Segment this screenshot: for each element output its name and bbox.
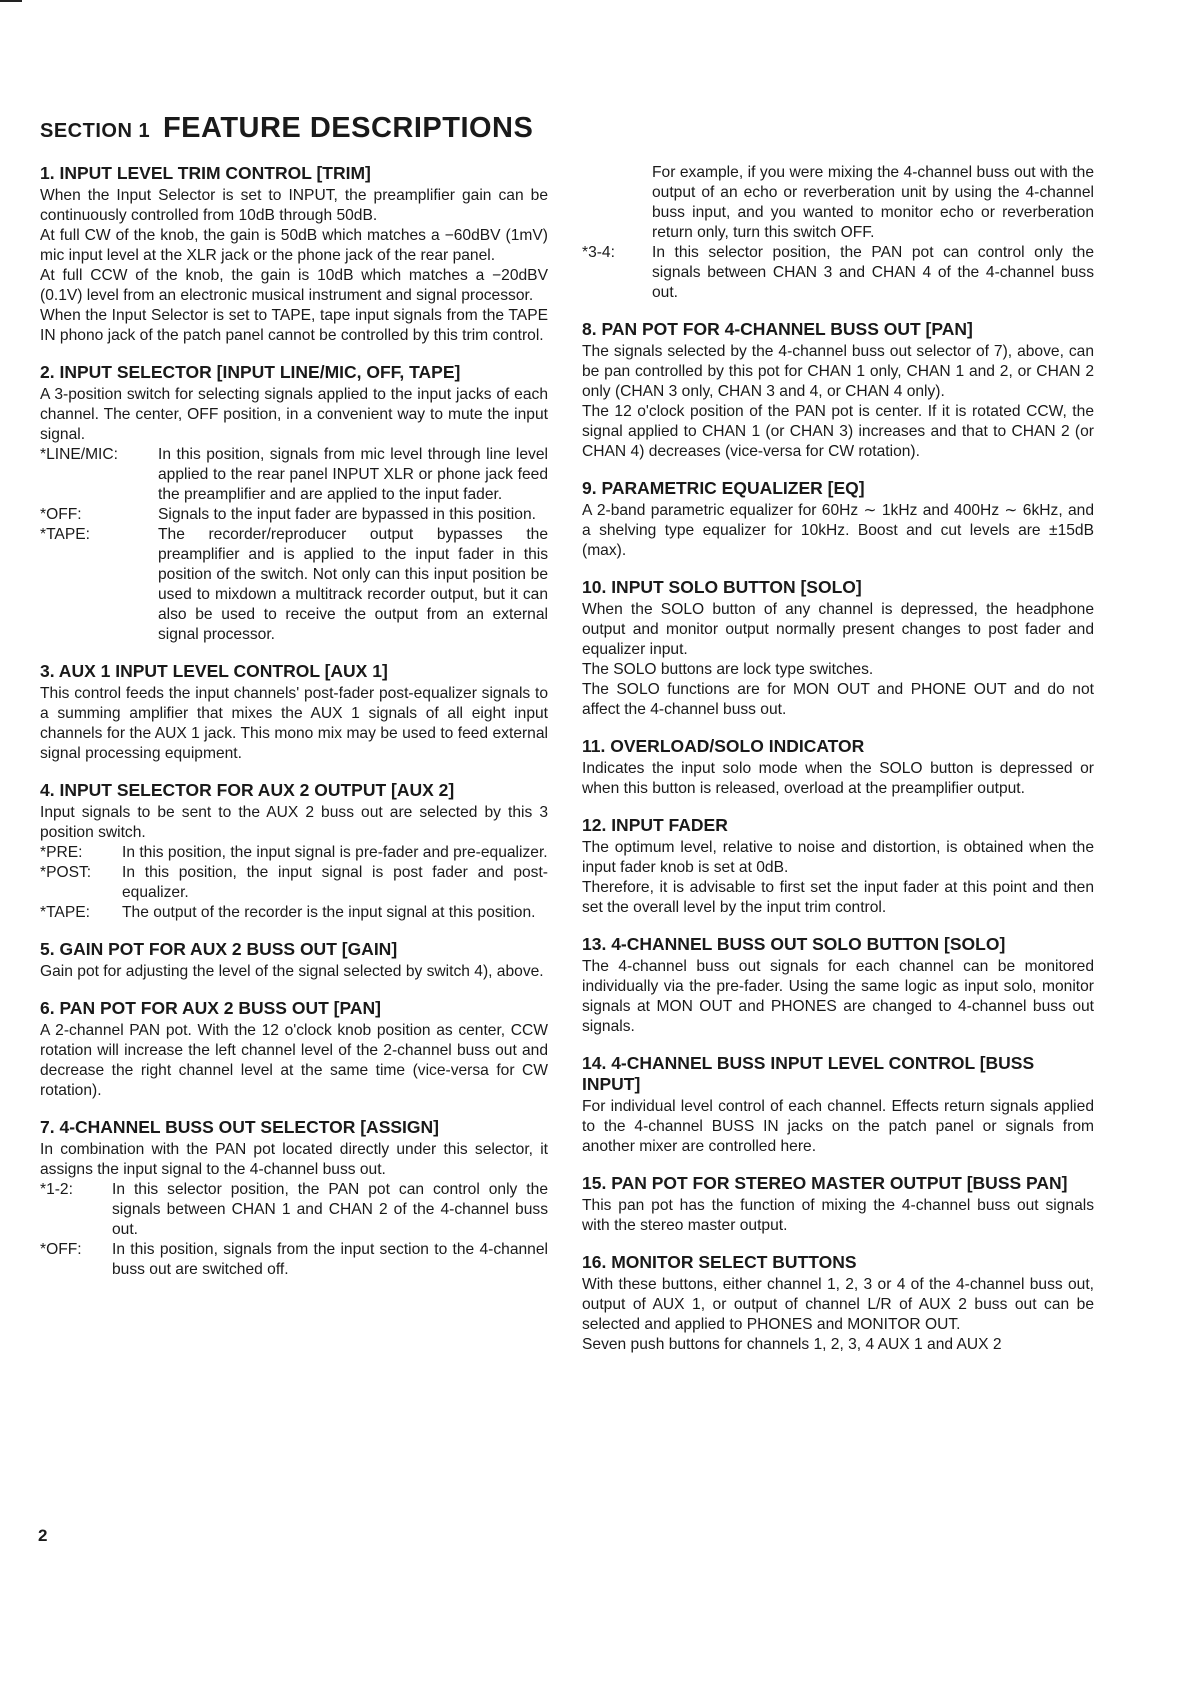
section-heading: 12. INPUT FADER — [582, 815, 728, 835]
paragraph: The SOLO buttons are lock type switches. — [582, 661, 874, 678]
section-label: SECTION 1 — [40, 120, 151, 142]
section-aux2-pan-pot — [40, 998, 548, 1101]
section-input-fader — [582, 815, 1094, 918]
section-buss-input-level — [582, 1053, 1094, 1157]
paragraph: For example, if you were mixing the 4-channel buss out with the output of an echo or reverberation unit by using the 4-channel buss input, and you wanted to monitor echo or reverberation return only, turn this switch OFF. — [652, 164, 1094, 241]
paragraph: The signals selected by the 4-channel buss out selector of 7), above, can be pan controlled by this pot for CHAN 1 only, CHAN 1 and 2, or CHAN 2 only (CHAN 3 only, CHAN 3 and 4, or CHAN 4 only). — [582, 343, 1094, 400]
section-heading: 14. 4-CHANNEL BUSS INPUT LEVEL CONTROL [BUSS INPUT] — [582, 1053, 1035, 1094]
section-title: FEATURE DESCRIPTIONS — [162, 112, 534, 144]
option-item — [40, 525, 548, 645]
option-desc: In this selector position, the PAN pot can control only the signals between CHAN 1 and CHAN 2 of the 4-channel buss out. — [112, 1181, 548, 1238]
option-desc: Signals to the input fader are bypassed in this position. — [158, 506, 536, 523]
section-input-level-trim — [40, 163, 548, 346]
section-heading: 3. AUX 1 INPUT LEVEL CONTROL [AUX 1] — [40, 661, 388, 681]
paragraph: This pan pot has the function of mixing the 4-channel buss out signals with the stereo master output. — [582, 1197, 1094, 1234]
section-7-continuation — [582, 163, 1094, 303]
paragraph: The SOLO functions are for MON OUT and PHONE OUT and do not affect the 4-channel buss out. — [582, 681, 1094, 718]
option-item — [40, 1240, 548, 1280]
section-aux1-input-level — [40, 661, 548, 764]
option-term: *3-4: — [582, 244, 615, 261]
option-term: *PRE: — [40, 844, 83, 861]
option-item — [40, 505, 548, 525]
section-heading: 4. INPUT SELECTOR FOR AUX 2 OUTPUT [AUX 2] — [40, 780, 455, 800]
option-item — [582, 243, 1094, 303]
section-input-solo — [582, 577, 1094, 720]
section-heading: 7. 4-CHANNEL BUSS OUT SELECTOR [ASSIGN] — [40, 1117, 439, 1137]
option-item — [40, 1180, 548, 1240]
section-buss-out-solo — [582, 934, 1094, 1037]
option-term: *POST: — [40, 864, 92, 881]
option-item — [40, 445, 548, 505]
paragraph: The 4-channel buss out signals for each channel can be monitored individually via the pre-fader. Using the same logic as input solo, monitor signals at MON OUT and PHONES are changed to 4-channel buss out signals. — [582, 958, 1094, 1035]
option-desc: In this selector position, the PAN pot can control only the signals between CHAN 3 and CHAN 4 of the 4-channel buss out. — [652, 244, 1094, 301]
option-item — [40, 843, 548, 863]
paragraph: At full CCW of the knob, the gain is 10dB which matches a −20dBV (0.1V) level from an electronic musical instrument and signal processor. — [40, 267, 548, 304]
page-title — [40, 108, 533, 145]
paragraph: At full CW of the knob, the gain is 50dB which matches a −60dBV (1mV) mic input level at the XLR jack or the phone jack of the rear panel. — [40, 227, 548, 264]
paragraph: With these buttons, either channel 1, 2, 3 or 4 of the 4-channel buss out, output of AUX 1, or output of channel L/R of AUX 2 buss out can be selected and applied to PHONES and MONITOR OUT. — [582, 1276, 1094, 1333]
section-heading: 16. MONITOR SELECT BUTTONS — [582, 1252, 857, 1272]
corner-crop-mark — [0, 0, 22, 2]
option-item — [40, 903, 548, 923]
right-column — [582, 163, 1094, 1371]
paragraph: When the SOLO button of any channel is depressed, the headphone output and monitor output normally present changes to post fader and equalizer input. — [582, 601, 1094, 658]
left-column — [40, 163, 548, 1296]
paragraph: For individual level control of each channel. Effects return signals applied to the 4-channel BUSS IN jacks on the patch panel or signals from another mixer are controlled here. — [582, 1098, 1094, 1155]
paragraph: When the Input Selector is set to TAPE, tape input signals from the TAPE IN phono jack of the patch panel cannot be controlled by this trim control. — [40, 307, 548, 344]
paragraph: A 2-band parametric equalizer for 60Hz ∼ 1kHz and 400Hz ∼ 6kHz, and a shelving type equalizer for 10kHz. Boost and cut levels are ±15dB (max). — [582, 502, 1094, 559]
option-desc: The recorder/reproducer output bypasses the preamplifier and is applied to the input fader in this position of the switch. Not only can this input position be used to mixdown a multitrack recorder output, but it can also be used to receive the output from an external signal processor. — [158, 526, 548, 643]
section-stereo-master-pan — [582, 1173, 1094, 1236]
option-desc: The output of the recorder is the input signal at this position. — [122, 904, 536, 921]
section-heading: 1. INPUT LEVEL TRIM CONTROL [TRIM] — [40, 163, 371, 183]
paragraph: This control feeds the input channels' post-fader post-equalizer signals to a summing amplifier that mixes the AUX 1 signals of all eight input channels for the AUX 1 jack. This mono mix may be used to feed external signal processing equipment. — [40, 685, 548, 762]
section-heading: 10. INPUT SOLO BUTTON [SOLO] — [582, 577, 862, 597]
paragraph: Input signals to be sent to the AUX 2 buss out are selected by this 3 position switch. — [40, 804, 548, 841]
paragraph: Seven push buttons for channels 1, 2, 3, 4 AUX 1 and AUX 2 — [582, 1336, 1002, 1353]
option-term: *TAPE: — [40, 526, 90, 543]
option-term: *LINE/MIC: — [40, 446, 118, 463]
option-desc: In this position, the input signal is pre-fader and pre-equalizer. — [122, 844, 548, 861]
section-heading: 5. GAIN POT FOR AUX 2 BUSS OUT [GAIN] — [40, 939, 398, 959]
option-term: *OFF: — [40, 1241, 82, 1258]
paragraph: A 2-channel PAN pot. With the 12 o'clock knob position as center, CCW rotation will increase the left channel level of the 2-channel buss out and decrease the right channel level at the same time (vice-versa for CW rotation). — [40, 1022, 548, 1099]
paragraph: The 12 o'clock position of the PAN pot is center. If it is rotated CCW, the signal applied to CHAN 1 (or CHAN 3) increases and that to CHAN 2 (or CHAN 4) decreases (vice-versa for CW rotation). — [582, 403, 1094, 460]
section-buss-out-pan-pot — [582, 319, 1094, 462]
section-input-selector — [40, 362, 548, 645]
page-number: 2 — [38, 1526, 48, 1545]
paragraph: Therefore, it is advisable to first set the input fader at this point and then set the overall level by the input trim control. — [582, 879, 1094, 916]
option-desc: In this position, the input signal is post fader and post-equalizer. — [122, 864, 548, 901]
option-term: *OFF: — [40, 506, 82, 523]
paragraph: The optimum level, relative to noise and distortion, is obtained when the input fader knob is set at 0dB. — [582, 839, 1094, 876]
section-heading: 9. PARAMETRIC EQUALIZER [EQ] — [582, 478, 865, 498]
option-desc: In this position, signals from mic level through line level applied to the rear panel INPUT XLR or phone jack feed the preamplifier and are applied to the input fader. — [158, 446, 548, 503]
paragraph: Gain pot for adjusting the level of the signal selected by switch 4), above. — [40, 963, 544, 980]
option-desc: In this position, signals from the input section to the 4-channel buss out are switched off. — [112, 1241, 548, 1278]
section-heading: 13. 4-CHANNEL BUSS OUT SOLO BUTTON [SOLO] — [582, 934, 1006, 954]
option-item — [40, 863, 548, 903]
section-heading: 15. PAN POT FOR STEREO MASTER OUTPUT [BUSS PAN] — [582, 1173, 1068, 1193]
section-aux2-gain-pot — [40, 939, 548, 982]
section-aux2-input-selector — [40, 780, 548, 923]
section-heading: 6. PAN POT FOR AUX 2 BUSS OUT [PAN] — [40, 998, 381, 1018]
paragraph: Indicates the input solo mode when the SOLO button is depressed or when this button is released, overload at the preamplifier output. — [582, 760, 1094, 797]
paragraph: A 3-position switch for selecting signals applied to the input jacks of each channel. The center, OFF position, in a convenient way to mute the input signal. — [40, 386, 548, 443]
section-monitor-select — [582, 1252, 1094, 1355]
paragraph: When the Input Selector is set to INPUT, the preamplifier gain can be continuously controlled from 10dB through 50dB. — [40, 187, 548, 224]
section-heading: 8. PAN POT FOR 4-CHANNEL BUSS OUT [PAN] — [582, 319, 973, 339]
paragraph: In combination with the PAN pot located directly under this selector, it assigns the input signal to the 4-channel buss out. — [40, 1141, 548, 1178]
section-buss-out-selector — [40, 1117, 548, 1280]
section-heading: 11. OVERLOAD/SOLO INDICATOR — [582, 736, 865, 756]
option-term: *1-2: — [40, 1181, 73, 1198]
section-parametric-eq — [582, 478, 1094, 561]
section-overload-indicator — [582, 736, 1094, 799]
option-term: *TAPE: — [40, 904, 90, 921]
section-heading: 2. INPUT SELECTOR [INPUT LINE/MIC, OFF, TAPE] — [40, 362, 461, 382]
